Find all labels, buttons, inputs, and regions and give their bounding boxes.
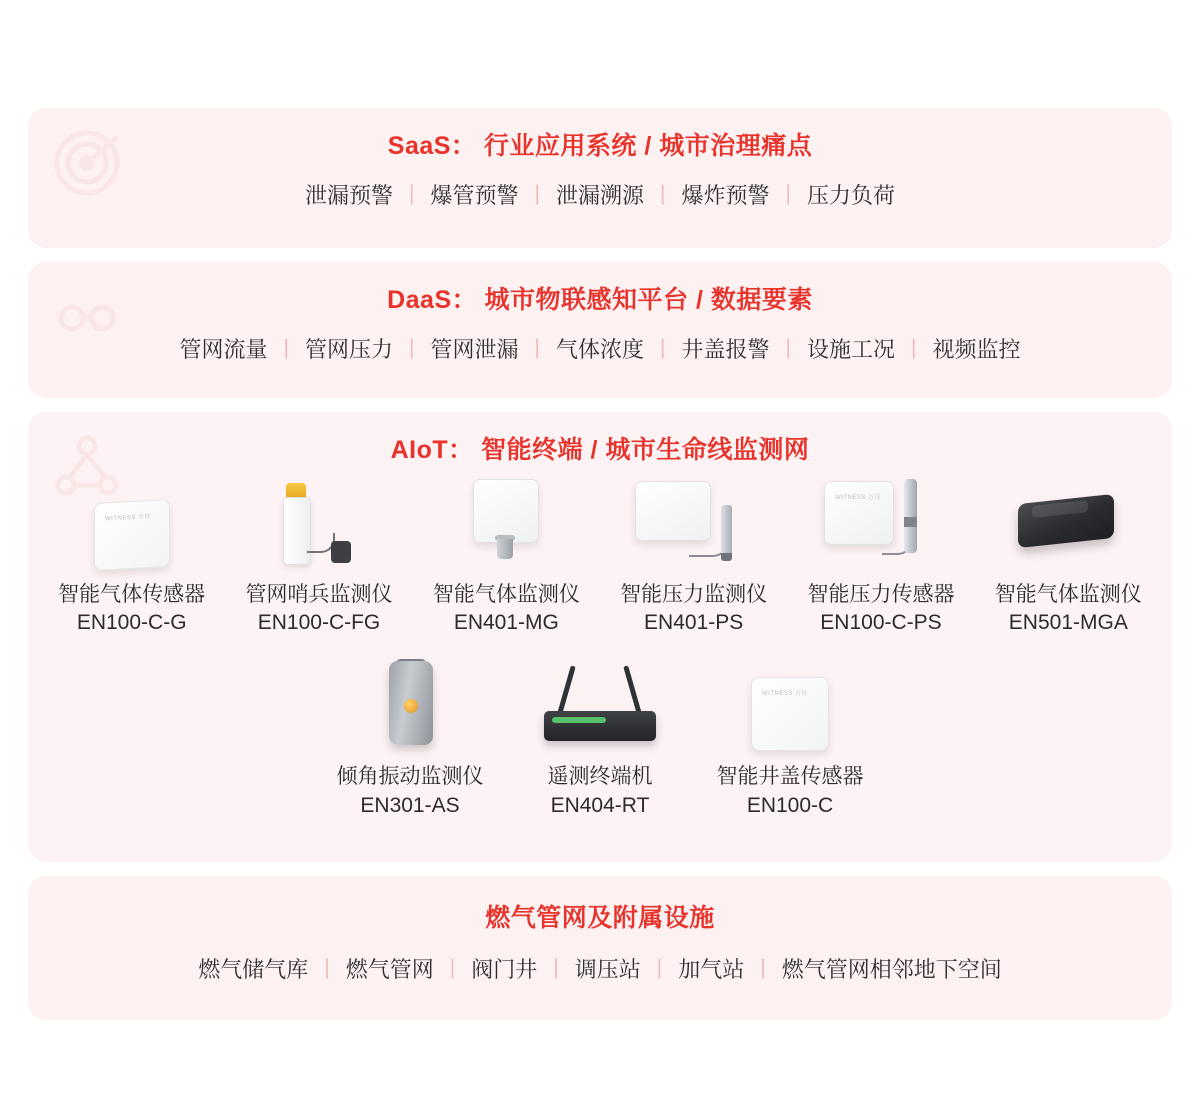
chip-separator: | bbox=[656, 956, 663, 979]
chip-item[interactable]: 设施工况 bbox=[806, 336, 895, 362]
layer-daas-title: DaaS： 城市物联感知平台 / 数据要素 bbox=[387, 286, 813, 314]
device-name: 智能井盖传感器 bbox=[716, 765, 864, 789]
layer-saas-chips bbox=[28, 179, 1172, 210]
pressure-monitor-device bbox=[600, 477, 787, 569]
device-card[interactable] bbox=[975, 477, 1162, 638]
device-model: EN401-MG bbox=[453, 610, 559, 634]
device-name: 智能气体监测仪 bbox=[994, 582, 1142, 606]
device-card[interactable] bbox=[600, 477, 787, 638]
chip-separator: | bbox=[760, 956, 766, 979]
target-icon bbox=[50, 126, 124, 200]
device-model: EN100-C-G bbox=[76, 610, 187, 634]
layer-daas-chips bbox=[28, 333, 1172, 364]
chip-item[interactable]: 管网泄漏 bbox=[430, 336, 519, 362]
chip-separator: | bbox=[409, 182, 415, 205]
sentinel-monitor-device bbox=[225, 477, 412, 569]
device-name: 倾角振动监测仪 bbox=[336, 765, 484, 789]
device-name: 遥测终端机 bbox=[547, 765, 653, 789]
chip-separator: | bbox=[449, 956, 456, 979]
layer-pipes bbox=[28, 876, 1172, 1020]
device-model: EN100-C bbox=[746, 793, 834, 817]
chip-item[interactable]: 调压站 bbox=[574, 956, 641, 982]
device-name: 管网哨兵监测仪 bbox=[245, 582, 393, 606]
telemetry-router-device bbox=[505, 659, 695, 751]
device-model: EN301-AS bbox=[360, 793, 460, 817]
chip-item[interactable]: 加气站 bbox=[678, 956, 745, 982]
device-model: EN100-C-FG bbox=[257, 610, 381, 634]
chip-item[interactable]: 管网流量 bbox=[179, 336, 268, 362]
manhole-sensor-device bbox=[695, 659, 885, 751]
chip-separator: | bbox=[324, 956, 330, 979]
chip-separator: | bbox=[534, 336, 540, 359]
chip-item[interactable]: 视频监控 bbox=[932, 336, 1021, 362]
device-model: EN404-RT bbox=[550, 793, 650, 817]
layer-daas bbox=[28, 262, 1172, 398]
device-name: 智能气体监测仪 bbox=[432, 582, 580, 606]
device-card[interactable] bbox=[413, 477, 600, 638]
layer-saas bbox=[28, 108, 1172, 248]
chip-separator: | bbox=[660, 182, 666, 205]
aiot-device-row-2 bbox=[28, 659, 1172, 820]
chip-item[interactable]: 阀门井 bbox=[471, 956, 538, 982]
chip-separator: | bbox=[785, 336, 791, 359]
pressure-sensor-device bbox=[787, 477, 974, 569]
layer-aiot-title: AIoT： 智能终端 / 城市生命线监测网 bbox=[390, 436, 810, 464]
layer-aiot bbox=[28, 412, 1172, 862]
chip-separator: | bbox=[553, 956, 559, 979]
chip-item[interactable]: 泄漏溯源 bbox=[555, 182, 644, 208]
chip-item[interactable]: 燃气管网 bbox=[345, 956, 434, 982]
device-name: 智能压力监测仪 bbox=[620, 582, 768, 606]
device-model: EN100-C-PS bbox=[820, 610, 942, 634]
device-name: 智能压力传感器 bbox=[807, 582, 955, 606]
chip-separator: | bbox=[785, 182, 791, 205]
chip-separator: | bbox=[409, 336, 415, 359]
chip-item[interactable]: 泄漏预警 bbox=[305, 182, 394, 208]
layer-pipes-chips bbox=[28, 953, 1172, 984]
chip-item[interactable]: 燃气管网相邻地下空间 bbox=[781, 956, 1002, 982]
infinity-icon bbox=[50, 280, 124, 354]
network-node-icon bbox=[50, 430, 124, 504]
device-card[interactable] bbox=[225, 477, 412, 638]
chip-item[interactable]: 爆炸预警 bbox=[681, 182, 770, 208]
chip-separator: | bbox=[910, 336, 917, 359]
device-brand-text: WITNESS 万佳 bbox=[104, 513, 151, 522]
device-brand-text: WITNESS 万佳 bbox=[762, 691, 809, 698]
device-card[interactable] bbox=[315, 659, 505, 820]
chip-separator: | bbox=[534, 182, 540, 205]
device-name: 智能气体传感器 bbox=[58, 582, 206, 606]
device-card[interactable] bbox=[505, 659, 695, 820]
device-card[interactable] bbox=[787, 477, 974, 638]
gas-monitor-dark-device bbox=[975, 477, 1162, 569]
chip-item[interactable]: 压力负荷 bbox=[806, 182, 895, 208]
chip-separator: | bbox=[283, 336, 290, 359]
aiot-device-row-1 bbox=[28, 477, 1172, 638]
chip-item[interactable]: 气体浓度 bbox=[555, 336, 644, 362]
chip-item[interactable]: 燃气储气库 bbox=[198, 956, 309, 982]
chip-item[interactable]: 管网压力 bbox=[305, 336, 394, 362]
gas-monitor-device bbox=[413, 477, 600, 569]
layer-pipes-title: 燃气管网及附属设施 bbox=[485, 904, 715, 932]
chip-separator: | bbox=[660, 336, 666, 359]
device-model: EN501-MGA bbox=[1008, 610, 1128, 634]
layer-saas-title: SaaS： 行业应用系统 / 城市治理痛点 bbox=[387, 132, 813, 160]
chip-item[interactable]: 爆管预警 bbox=[430, 182, 519, 208]
chip-item[interactable]: 井盖报警 bbox=[681, 336, 770, 362]
device-brand-text: WITNESS 万佳 bbox=[834, 494, 881, 501]
tilt-vibration-device bbox=[315, 659, 505, 751]
device-model: EN401-PS bbox=[644, 610, 744, 634]
device-card[interactable] bbox=[695, 659, 885, 820]
